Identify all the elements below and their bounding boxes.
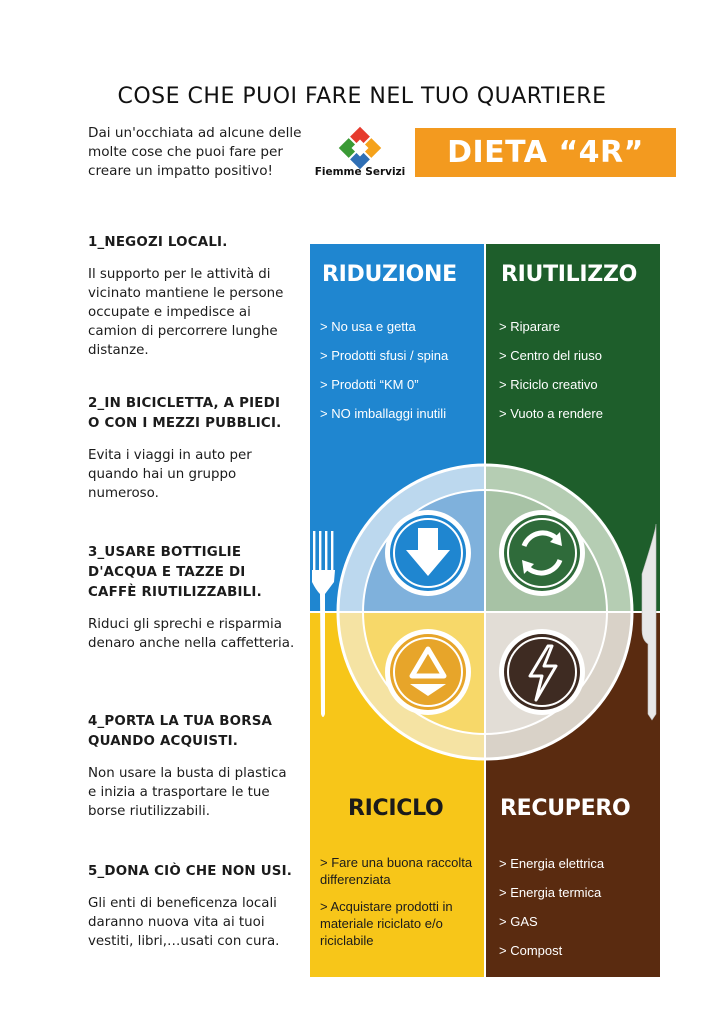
knife-icon	[642, 524, 656, 720]
tip-text: Il supporto per le attività di vicinato mantiene le persone occupate e impedisce ai camion di percorrere lunghe distanze.	[88, 267, 284, 358]
fork-icon	[312, 531, 335, 717]
tip-text: Gli enti di beneficenza locali daranno nuova vita ai tuoi vestiti, libri,…usati con cura.	[88, 896, 280, 949]
list-item: > Energia termica	[499, 885, 602, 900]
lightning-icon	[499, 629, 585, 715]
riduzione-title: RIDUZIONE	[322, 262, 457, 287]
diet-4r-infographic	[310, 244, 660, 977]
tip-heading: 1_NEGOZI LOCALI.	[88, 235, 228, 250]
list-item: > NO imballaggi inutili	[320, 406, 447, 421]
tip-heading: 4_PORTA LA TUA BORSA QUANDO ACQUISTI.	[88, 714, 273, 749]
intro-text: Dai un'occhiata ad alcune delle molte cose che puoi fare per creare un impatto positivo!	[88, 125, 302, 179]
tip-heading: 2_IN BICICLETTA, A PIEDI O CON I MEZZI PUBBLICI.	[88, 396, 282, 431]
riutilizzo-list	[499, 312, 603, 428]
logo-name: Fiemme Servizi	[314, 166, 406, 178]
tip-4	[88, 712, 296, 821]
list-item: > Centro del riuso	[499, 348, 602, 363]
banner-text: DIETA “4R”	[447, 135, 644, 170]
arrow-down-icon	[385, 510, 471, 596]
list-item: > Riciclo creativo	[499, 377, 598, 392]
page-title: COSE CHE PUOI FARE NEL TUO QUARTIERE	[117, 84, 607, 109]
recycle-icon	[385, 629, 471, 715]
list-item: > No usa e getta	[320, 319, 416, 334]
plate-icon	[335, 462, 635, 762]
riutilizzo-title: RIUTILIZZO	[501, 262, 637, 287]
diet-4r-banner	[415, 128, 676, 177]
list-item: > Prodotti “KM 0”	[320, 377, 419, 392]
list-item: > Prodotti sfusi / spina	[320, 348, 449, 363]
recupero-list	[499, 849, 604, 965]
cycle-icon	[499, 510, 585, 596]
list-item: > Vuoto a rendere	[499, 406, 603, 421]
tip-heading: 5_DONA CIÒ CHE NON USI.	[88, 864, 293, 879]
list-item: > Energia elettrica	[499, 856, 605, 871]
recupero-title: RECUPERO	[500, 796, 631, 821]
tip-2	[88, 394, 296, 503]
list-item: > Fare una buona raccolta differenziata	[320, 855, 473, 887]
riciclo-title: RICICLO	[348, 796, 444, 821]
tip-5	[88, 862, 296, 951]
riciclo-list	[320, 854, 478, 959]
tip-text: Non usare la busta di plastica e inizia a trasportare le tue borse riutilizzabili.	[88, 766, 287, 819]
list-item: > GAS	[499, 914, 538, 929]
list-item: > Acquistare prodotti in materiale riciclato e/o riciclabile	[320, 899, 453, 948]
tip-heading: 3_USARE BOTTIGLIE D'ACQUA E TAZZE DI CAFFÈ RIUTILIZZABILI.	[88, 545, 262, 600]
tip-text: Evita i viaggi in auto per quando hai un gruppo numeroso.	[88, 448, 252, 501]
list-item: > Compost	[499, 943, 563, 958]
riduzione-list	[320, 312, 448, 428]
tip-text: Riduci gli sprechi e risparmia denaro anche nella caffetteria.	[88, 617, 295, 651]
tip-3	[88, 543, 296, 653]
list-item: > Riparare	[499, 319, 561, 334]
tip-1	[88, 233, 296, 360]
